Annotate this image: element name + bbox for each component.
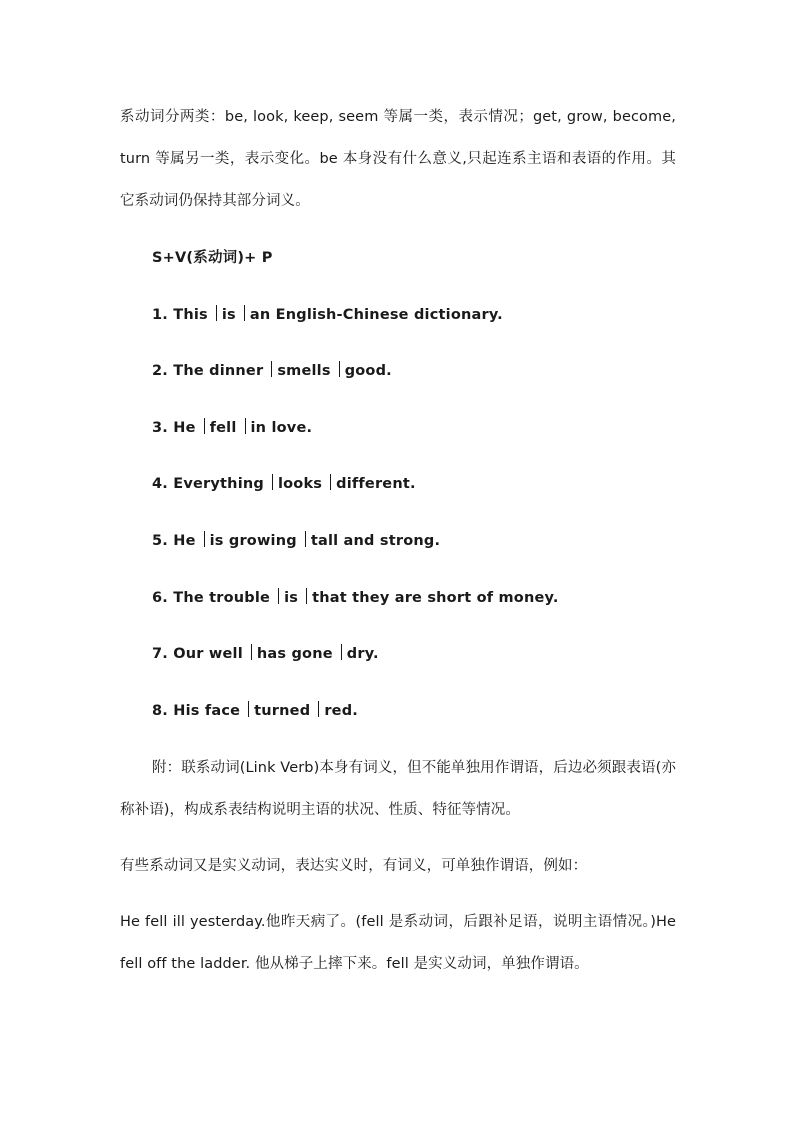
divider: [244, 305, 245, 321]
example-verb: turned: [254, 703, 311, 719]
divider: [330, 474, 331, 490]
example-sentence-paragraph: He fell ill yesterday.他昨天病了。(fell 是系动词，后跟补足语，说明主语情况。)He fell off the ladder. 他从梯子上摔下来。fell 是实义动词，单独作谓语。: [120, 914, 676, 972]
example-item: [152, 418, 312, 438]
divider: [339, 361, 340, 377]
example-item: [152, 644, 379, 664]
example-item: [152, 701, 358, 721]
example-verb: fell: [209, 420, 237, 436]
example-subject: 3. He: [152, 420, 196, 436]
example-verb: has gone: [256, 646, 333, 662]
example-subject: 7. Our well: [152, 646, 243, 662]
divider: [204, 418, 205, 434]
example-verb: smells: [277, 363, 331, 379]
divider: [216, 305, 217, 321]
example-item: [152, 305, 503, 325]
divider: [318, 701, 319, 717]
example-item: [152, 361, 392, 381]
example-verb: is: [221, 307, 236, 323]
note-paragraph: 有些系动词又是实义动词，表达实义时，有词义，可单独作谓语，例如：: [120, 858, 588, 874]
example-complement: an English-Chinese dictionary.: [249, 307, 503, 323]
example-subject: 5. He: [152, 533, 196, 549]
example-verb: is growing: [209, 533, 297, 549]
example-complement: in love.: [250, 420, 313, 436]
example-complement: dry.: [346, 646, 379, 662]
intro-paragraph: 系动词分两类：be, look, keep, seem 等属一类，表示情况；get, grow, become, turn 等属另一类，表示变化。be 本身没有什么意义,只起连系主语和表语的作用。其它系动词仍保持其部分词义。: [120, 109, 676, 209]
example-subject: 1. This: [152, 307, 208, 323]
divider: [248, 701, 249, 717]
divider: [341, 644, 342, 660]
example-subject: 4. Everything: [152, 476, 264, 492]
example-complement: tall and strong.: [310, 533, 441, 549]
divider: [271, 361, 272, 377]
example-verb: is: [284, 590, 299, 606]
divider: [278, 588, 279, 604]
example-item: [152, 474, 416, 494]
example-verb: looks: [277, 476, 323, 492]
example-complement: good.: [344, 363, 392, 379]
example-item: [152, 588, 559, 608]
divider: [272, 474, 273, 490]
example-item: [152, 531, 440, 551]
divider: [306, 588, 307, 604]
example-complement: red.: [324, 703, 358, 719]
example-subject: 8. His face: [152, 703, 241, 719]
example-complement: that they are short of money.: [312, 590, 559, 606]
divider: [305, 531, 306, 547]
pattern-formula: S+V(系动词)+ P: [152, 250, 273, 266]
divider: [204, 531, 205, 547]
divider: [245, 418, 246, 434]
divider: [251, 644, 252, 660]
appendix-paragraph: 附：联系动词(Link Verb)本身有词义，但不能单独用作谓语，后边必须跟表语(亦称补语)，构成系表结构说明主语的状况、性质、特征等情况。: [120, 760, 676, 818]
example-subject: 2. The dinner: [152, 363, 264, 379]
example-complement: different.: [336, 476, 416, 492]
example-subject: 6. The trouble: [152, 590, 271, 606]
